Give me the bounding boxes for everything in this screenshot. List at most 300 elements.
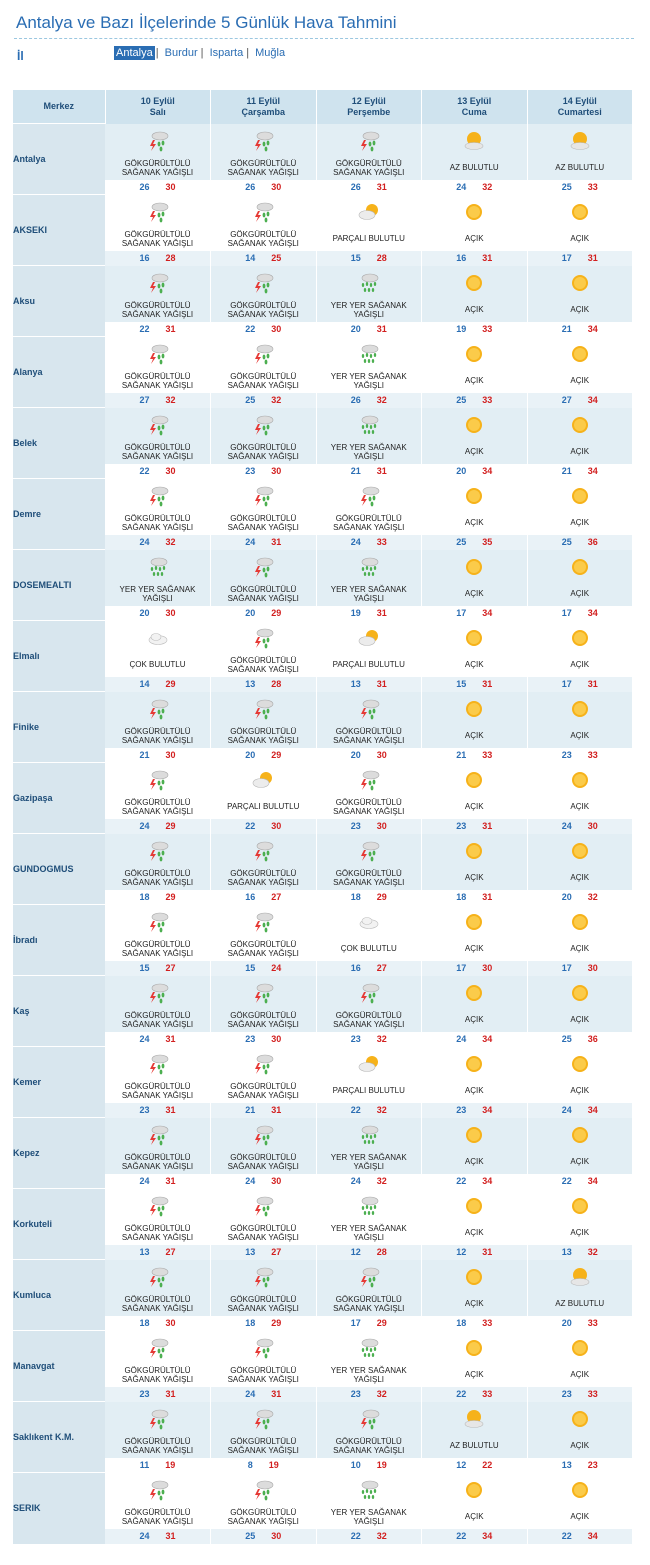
max-temp: 34 <box>587 1104 598 1115</box>
forecast-row <box>13 692 633 763</box>
min-temp: 25 <box>245 1530 256 1541</box>
forecast-cell <box>316 550 422 621</box>
max-temp: 31 <box>376 465 387 476</box>
forecast-cell-content <box>211 124 316 195</box>
forecast-cell <box>422 1047 528 1118</box>
forecast-cell-content <box>211 1473 316 1544</box>
day-weekday: Cuma <box>461 106 487 117</box>
weather-description: AÇIK <box>464 447 484 456</box>
forecast-cell <box>105 195 211 266</box>
temperature-range <box>211 535 316 550</box>
sun-icon <box>462 484 486 508</box>
sun-icon <box>568 839 592 863</box>
temperature-range <box>105 464 210 479</box>
city-name[interactable]: Finike <box>13 692 105 763</box>
forecast-cell-content <box>422 1118 527 1189</box>
day-date: 10 Eylül <box>140 95 175 106</box>
weather-description: GÖKGÜRÜLTÜLÜ SAĞANAK YAĞIŞLI <box>121 868 194 887</box>
forecast-cell-content <box>317 692 422 763</box>
day-date: 14 Eylül <box>562 95 597 106</box>
city-name[interactable]: Aksu <box>13 266 105 337</box>
city-name[interactable]: GUNDOGMUS <box>13 834 105 905</box>
max-temp: 31 <box>587 252 598 263</box>
min-temp: 25 <box>561 181 572 192</box>
weather-description: AÇIK <box>570 1228 590 1237</box>
min-temp: 23 <box>561 749 572 760</box>
max-temp: 29 <box>271 1317 282 1328</box>
weather-description: AÇIK <box>570 589 590 598</box>
city-name[interactable]: Gazipaşa <box>13 763 105 834</box>
max-temp: 32 <box>376 394 387 405</box>
thunder-shower-icon <box>251 1123 275 1147</box>
forecast-cell-content <box>105 1473 210 1544</box>
province-link-isparta[interactable]: Isparta <box>209 47 244 59</box>
sun-icon <box>462 342 486 366</box>
weather-description: YER YER SAĞANAK YAĞIŞLI <box>330 300 407 319</box>
max-temp: 29 <box>271 607 282 618</box>
forecast-cell-content <box>528 834 633 905</box>
forecast-cell-content <box>528 692 633 763</box>
forecast-row <box>13 976 633 1047</box>
weather-description: AÇIK <box>570 873 590 882</box>
temperature-range <box>422 961 527 976</box>
forecast-cell <box>527 1473 633 1544</box>
cloudy-icon <box>357 910 381 934</box>
temperature-range <box>105 1316 210 1331</box>
min-temp: 22 <box>245 820 256 831</box>
weather-description: GÖKGÜRÜLTÜLÜ SAĞANAK YAĞIŞLI <box>227 726 299 745</box>
temperature-range <box>211 1316 316 1331</box>
temperature-range <box>317 322 422 337</box>
temperature-range <box>105 606 210 621</box>
max-temp: 30 <box>271 181 282 192</box>
temperature-range <box>211 1529 316 1544</box>
forecast-cell-content <box>105 1260 210 1331</box>
weather-description: GÖKGÜRÜLTÜLÜ SAĞANAK YAĞIŞLI <box>227 442 299 461</box>
temperature-range <box>528 1245 633 1260</box>
temperature-range <box>317 1316 422 1331</box>
weather-description: GÖKGÜRÜLTÜLÜ SAĞANAK YAĞIŞLI <box>227 300 299 319</box>
temperature-range <box>528 1458 633 1473</box>
province-link-burdur[interactable]: Burdur <box>164 47 198 59</box>
weather-description: YER YER SAĞANAK YAĞIŞLI <box>330 584 407 603</box>
city-name[interactable]: Elmalı <box>13 621 105 692</box>
max-temp: 31 <box>165 1033 176 1044</box>
max-temp: 33 <box>587 1388 598 1399</box>
temperature-range <box>422 393 527 408</box>
max-temp: 30 <box>271 465 282 476</box>
forecast-cell <box>211 1047 317 1118</box>
weather-description: GÖKGÜRÜLTÜLÜ SAĞANAK YAĞIŞLI <box>121 1223 194 1242</box>
province-link-antalya[interactable]: Antalya <box>116 47 153 59</box>
weather-description: AÇIK <box>464 1157 484 1166</box>
weather-description: AZ BULUTLU <box>555 1299 605 1308</box>
forecast-cell <box>527 1260 633 1331</box>
max-temp: 27 <box>376 962 387 973</box>
temperature-range <box>211 1032 316 1047</box>
forecast-cell <box>105 550 211 621</box>
max-temp: 31 <box>482 1246 493 1257</box>
thunder-shower-icon <box>146 200 170 224</box>
temperature-range <box>422 1032 527 1047</box>
sun-icon <box>462 555 486 579</box>
sun-icon <box>568 555 592 579</box>
forecast-cell-content <box>422 266 527 337</box>
min-temp: 26 <box>350 394 361 405</box>
showers-icon <box>357 413 381 437</box>
forecast-cell-content <box>105 692 210 763</box>
temperature-range <box>422 1174 527 1189</box>
max-temp: 30 <box>482 962 493 973</box>
max-temp: 30 <box>271 1033 282 1044</box>
min-temp: 22 <box>139 323 150 334</box>
forecast-cell-content <box>105 1331 210 1402</box>
temperature-range <box>317 961 422 976</box>
forecast-cell <box>105 621 211 692</box>
max-temp: 30 <box>165 181 176 192</box>
temperature-range <box>422 1529 527 1544</box>
min-temp: 13 <box>139 1246 150 1257</box>
forecast-cell-content <box>422 195 527 266</box>
city-name[interactable]: SERIK <box>13 1473 105 1544</box>
forecast-cell-content <box>211 408 316 479</box>
weather-description: GÖKGÜRÜLTÜLÜ SAĞANAK YAĞIŞLI <box>227 939 299 958</box>
weather-description: GÖKGÜRÜLTÜLÜ SAĞANAK YAĞIŞLI <box>121 1081 194 1100</box>
thunder-shower-icon <box>251 626 275 650</box>
forecast-cell <box>316 1402 422 1473</box>
sun-icon <box>568 200 592 224</box>
thunder-shower-icon <box>357 484 381 508</box>
forecast-cell-content <box>211 905 316 976</box>
min-temp: 22 <box>561 1175 572 1186</box>
weather-description: PARÇALI BULUTLU <box>332 1086 405 1095</box>
forecast-row <box>13 550 633 621</box>
day-header <box>422 90 528 124</box>
max-temp: 32 <box>165 536 176 547</box>
sun-icon <box>568 1478 592 1502</box>
city-name[interactable]: Kemer <box>13 1047 105 1118</box>
cloudy-icon <box>146 626 170 650</box>
city-name[interactable]: Kepez <box>13 1118 105 1189</box>
forecast-cell-content <box>422 1189 527 1260</box>
forecast-table <box>13 90 633 1544</box>
weather-description: YER YER SAĞANAK YAĞIŞLI <box>330 1152 407 1171</box>
thunder-shower-icon <box>146 910 170 934</box>
city-name[interactable]: Belek <box>13 408 105 479</box>
thunder-shower-icon <box>146 768 170 792</box>
forecast-cell-content <box>105 976 210 1047</box>
weather-description: YER YER SAĞANAK YAĞIŞLI <box>330 442 407 461</box>
min-temp: 16 <box>139 252 150 263</box>
weather-description: GÖKGÜRÜLTÜLÜ SAĞANAK YAĞIŞLI <box>227 513 299 532</box>
max-temp: 31 <box>271 1104 282 1115</box>
min-temp: 26 <box>139 181 150 192</box>
min-temp: 25 <box>456 536 467 547</box>
weather-description: GÖKGÜRÜLTÜLÜ SAĞANAK YAĞIŞLI <box>121 726 194 745</box>
sun-icon <box>462 768 486 792</box>
city-name[interactable]: Korkuteli <box>13 1189 105 1260</box>
min-temp: 20 <box>561 891 572 902</box>
forecast-cell-content <box>317 195 422 266</box>
thunder-shower-icon <box>357 697 381 721</box>
min-temp: 23 <box>350 1033 361 1044</box>
temperature-range <box>211 1458 316 1473</box>
forecast-row <box>13 1189 633 1260</box>
min-temp: 22 <box>350 1530 361 1541</box>
weather-description: ÇOK BULUTLU <box>340 944 397 953</box>
thunder-shower-icon <box>357 1265 381 1289</box>
temperature-range <box>211 677 316 692</box>
forecast-cell <box>316 408 422 479</box>
min-temp: 25 <box>561 536 572 547</box>
max-temp: 31 <box>376 323 387 334</box>
forecast-row <box>13 266 633 337</box>
temperature-range <box>105 1529 210 1544</box>
sun-icon <box>462 1478 486 1502</box>
weather-description: PARÇALI BULUTLU <box>332 660 405 669</box>
forecast-cell <box>316 692 422 763</box>
city-name[interactable]: Saklıkent K.M. <box>13 1402 105 1473</box>
page-title: Antalya ve Bazı İlçelerinde 5 Günlük Hava Tahmini <box>16 13 397 32</box>
forecast-cell <box>211 195 317 266</box>
min-temp: 16 <box>350 962 361 973</box>
max-temp: 31 <box>165 1388 176 1399</box>
forecast-cell <box>105 266 211 337</box>
forecast-cell <box>105 834 211 905</box>
forecast-cell <box>527 1118 633 1189</box>
thunder-shower-icon <box>251 1052 275 1076</box>
forecast-cell <box>316 1331 422 1402</box>
day-header <box>316 90 422 124</box>
forecast-cell <box>422 763 528 834</box>
forecast-cell-content <box>317 1473 422 1544</box>
max-temp: 36 <box>587 536 598 547</box>
temperature-range <box>528 606 633 621</box>
forecast-cell <box>422 479 528 550</box>
thunder-shower-icon <box>251 981 275 1005</box>
province-link-mugla[interactable]: Muğla <box>255 47 286 59</box>
showers-icon <box>146 555 170 579</box>
forecast-cell <box>422 834 528 905</box>
forecast-cell <box>422 124 528 195</box>
forecast-row <box>13 834 633 905</box>
weather-description: AÇIK <box>464 1015 484 1024</box>
temperature-range <box>528 961 633 976</box>
forecast-cell <box>422 337 528 408</box>
max-temp: 31 <box>482 820 493 831</box>
max-temp: 30 <box>376 820 387 831</box>
weather-description: AÇIK <box>464 1086 484 1095</box>
city-name[interactable]: İbradı <box>13 905 105 976</box>
temperature-range <box>211 606 316 621</box>
city-name[interactable]: DOSEMEALTI <box>13 550 105 621</box>
city-name[interactable]: Demre <box>13 479 105 550</box>
min-temp: 13 <box>561 1246 572 1257</box>
forecast-cell-content <box>317 1331 422 1402</box>
forecast-row <box>13 1402 633 1473</box>
max-temp: 29 <box>165 678 176 689</box>
forecast-cell <box>316 1047 422 1118</box>
min-temp: 23 <box>561 1388 572 1399</box>
forecast-cell-content <box>105 1402 210 1473</box>
min-temp: 23 <box>139 1104 150 1115</box>
thunder-shower-icon <box>251 1336 275 1360</box>
sun-icon <box>462 981 486 1005</box>
weather-description: AÇIK <box>570 802 590 811</box>
min-temp: 24 <box>245 1175 256 1186</box>
max-temp: 23 <box>587 1459 598 1470</box>
temperature-range <box>528 180 633 195</box>
forecast-cell-content <box>528 195 633 266</box>
max-temp: 31 <box>165 323 176 334</box>
forecast-cell <box>316 337 422 408</box>
max-temp: 30 <box>165 607 176 618</box>
weather-description: AÇIK <box>570 447 590 456</box>
city-name[interactable]: AKSEKI <box>13 195 105 266</box>
min-temp: 17 <box>456 962 467 973</box>
max-temp: 31 <box>271 1388 282 1399</box>
min-temp: 25 <box>245 394 256 405</box>
temperature-range <box>105 890 210 905</box>
max-temp: 33 <box>482 394 493 405</box>
temperature-range <box>422 677 527 692</box>
forecast-cell <box>105 1402 211 1473</box>
forecast-cell <box>422 1402 528 1473</box>
temperature-range <box>317 748 422 763</box>
min-temp: 23 <box>456 820 467 831</box>
forecast-cell <box>316 763 422 834</box>
min-temp: 16 <box>456 252 467 263</box>
city-name[interactable]: Kumluca <box>13 1260 105 1331</box>
thunder-shower-icon <box>251 910 275 934</box>
forecast-cell <box>422 1118 528 1189</box>
sun-icon <box>568 910 592 934</box>
forecast-cell-content <box>528 408 633 479</box>
max-temp: 27 <box>271 891 282 902</box>
weather-description: GÖKGÜRÜLTÜLÜ SAĞANAK YAĞIŞLI <box>121 229 194 248</box>
forecast-cell <box>316 1260 422 1331</box>
forecast-cell <box>316 1118 422 1189</box>
weather-description: GÖKGÜRÜLTÜLÜ SAĞANAK YAĞIŞLI <box>333 513 405 532</box>
min-temp: 23 <box>350 1388 361 1399</box>
temperature-range <box>317 1387 422 1402</box>
min-temp: 20 <box>350 749 361 760</box>
forecast-cell <box>527 408 633 479</box>
max-temp: 19 <box>376 1459 387 1470</box>
min-temp: 24 <box>350 1175 361 1186</box>
thunder-shower-icon <box>146 1052 170 1076</box>
weather-description: AÇIK <box>464 873 484 882</box>
forecast-cell-content <box>422 124 527 195</box>
thunder-shower-icon <box>357 129 381 153</box>
forecast-cell <box>316 976 422 1047</box>
min-temp: 26 <box>245 181 256 192</box>
temperature-range <box>211 748 316 763</box>
max-temp: 34 <box>482 1033 493 1044</box>
forecast-cell <box>422 976 528 1047</box>
min-temp: 17 <box>561 607 572 618</box>
max-temp: 32 <box>376 1530 387 1541</box>
min-temp: 24 <box>139 1033 150 1044</box>
forecast-cell <box>422 408 528 479</box>
city-name[interactable]: Kaş <box>13 976 105 1047</box>
sun-icon <box>462 1194 486 1218</box>
sun-icon <box>462 626 486 650</box>
weather-description: GÖKGÜRÜLTÜLÜ SAĞANAK YAĞIŞLI <box>121 371 194 390</box>
max-temp: 28 <box>165 252 176 263</box>
min-temp: 11 <box>139 1459 150 1470</box>
forecast-cell-content <box>317 621 422 692</box>
min-temp: 14 <box>139 678 150 689</box>
city-name[interactable]: Manavgat <box>13 1331 105 1402</box>
min-temp: 15 <box>456 678 467 689</box>
forecast-row <box>13 905 633 976</box>
forecast-cell <box>527 976 633 1047</box>
max-temp: 22 <box>482 1459 493 1470</box>
temperature-range <box>211 251 316 266</box>
temperature-range <box>105 1387 210 1402</box>
weather-description: YER YER SAĞANAK YAĞIŞLI <box>330 371 407 390</box>
weather-description: AÇIK <box>570 660 590 669</box>
forecast-cell <box>211 408 317 479</box>
sun-icon <box>462 413 486 437</box>
thunder-shower-icon <box>146 1478 170 1502</box>
min-temp: 18 <box>456 891 467 902</box>
max-temp: 35 <box>482 536 493 547</box>
forecast-cell-content <box>211 550 316 621</box>
forecast-cell <box>211 834 317 905</box>
thunder-shower-icon <box>146 271 170 295</box>
forecast-cell-content <box>211 1402 316 1473</box>
weather-description: GÖKGÜRÜLTÜLÜ SAĞANAK YAĞIŞLI <box>227 371 299 390</box>
forecast-cell <box>211 266 317 337</box>
thunder-shower-icon <box>146 342 170 366</box>
temperature-range <box>105 535 210 550</box>
forecast-cell-content <box>317 905 422 976</box>
weather-description: PARÇALI BULUTLU <box>332 234 405 243</box>
forecast-cell <box>316 195 422 266</box>
forecast-cell-content <box>211 976 316 1047</box>
forecast-cell-content <box>528 1331 633 1402</box>
max-temp: 33 <box>482 1388 493 1399</box>
max-temp: 19 <box>165 1459 176 1470</box>
city-name[interactable]: Alanya <box>13 337 105 408</box>
few-clouds-icon <box>462 129 486 153</box>
day-date: 12 Eylül <box>351 95 386 106</box>
max-temp: 31 <box>376 678 387 689</box>
min-temp: 21 <box>456 749 467 760</box>
weather-description: GÖKGÜRÜLTÜLÜ SAĞANAK YAĞIŞLI <box>121 158 194 177</box>
forecast-cell-content <box>422 1402 527 1473</box>
forecast-cell-content <box>422 479 527 550</box>
min-temp: 22 <box>561 1530 572 1541</box>
min-temp: 22 <box>350 1104 361 1115</box>
city-name[interactable]: Antalya <box>13 124 105 195</box>
forecast-cell-content <box>528 266 633 337</box>
weather-description: AÇIK <box>570 518 590 527</box>
temperature-range <box>105 322 210 337</box>
weather-description: GÖKGÜRÜLTÜLÜ SAĞANAK YAĞIŞLI <box>333 158 405 177</box>
max-temp: 31 <box>587 678 598 689</box>
temperature-range <box>317 819 422 834</box>
thunder-shower-icon <box>146 413 170 437</box>
temperature-range <box>105 819 210 834</box>
sun-icon <box>462 200 486 224</box>
forecast-cell <box>211 1118 317 1189</box>
forecast-cell <box>211 905 317 976</box>
weather-description: AÇIK <box>464 234 484 243</box>
forecast-cell <box>211 550 317 621</box>
